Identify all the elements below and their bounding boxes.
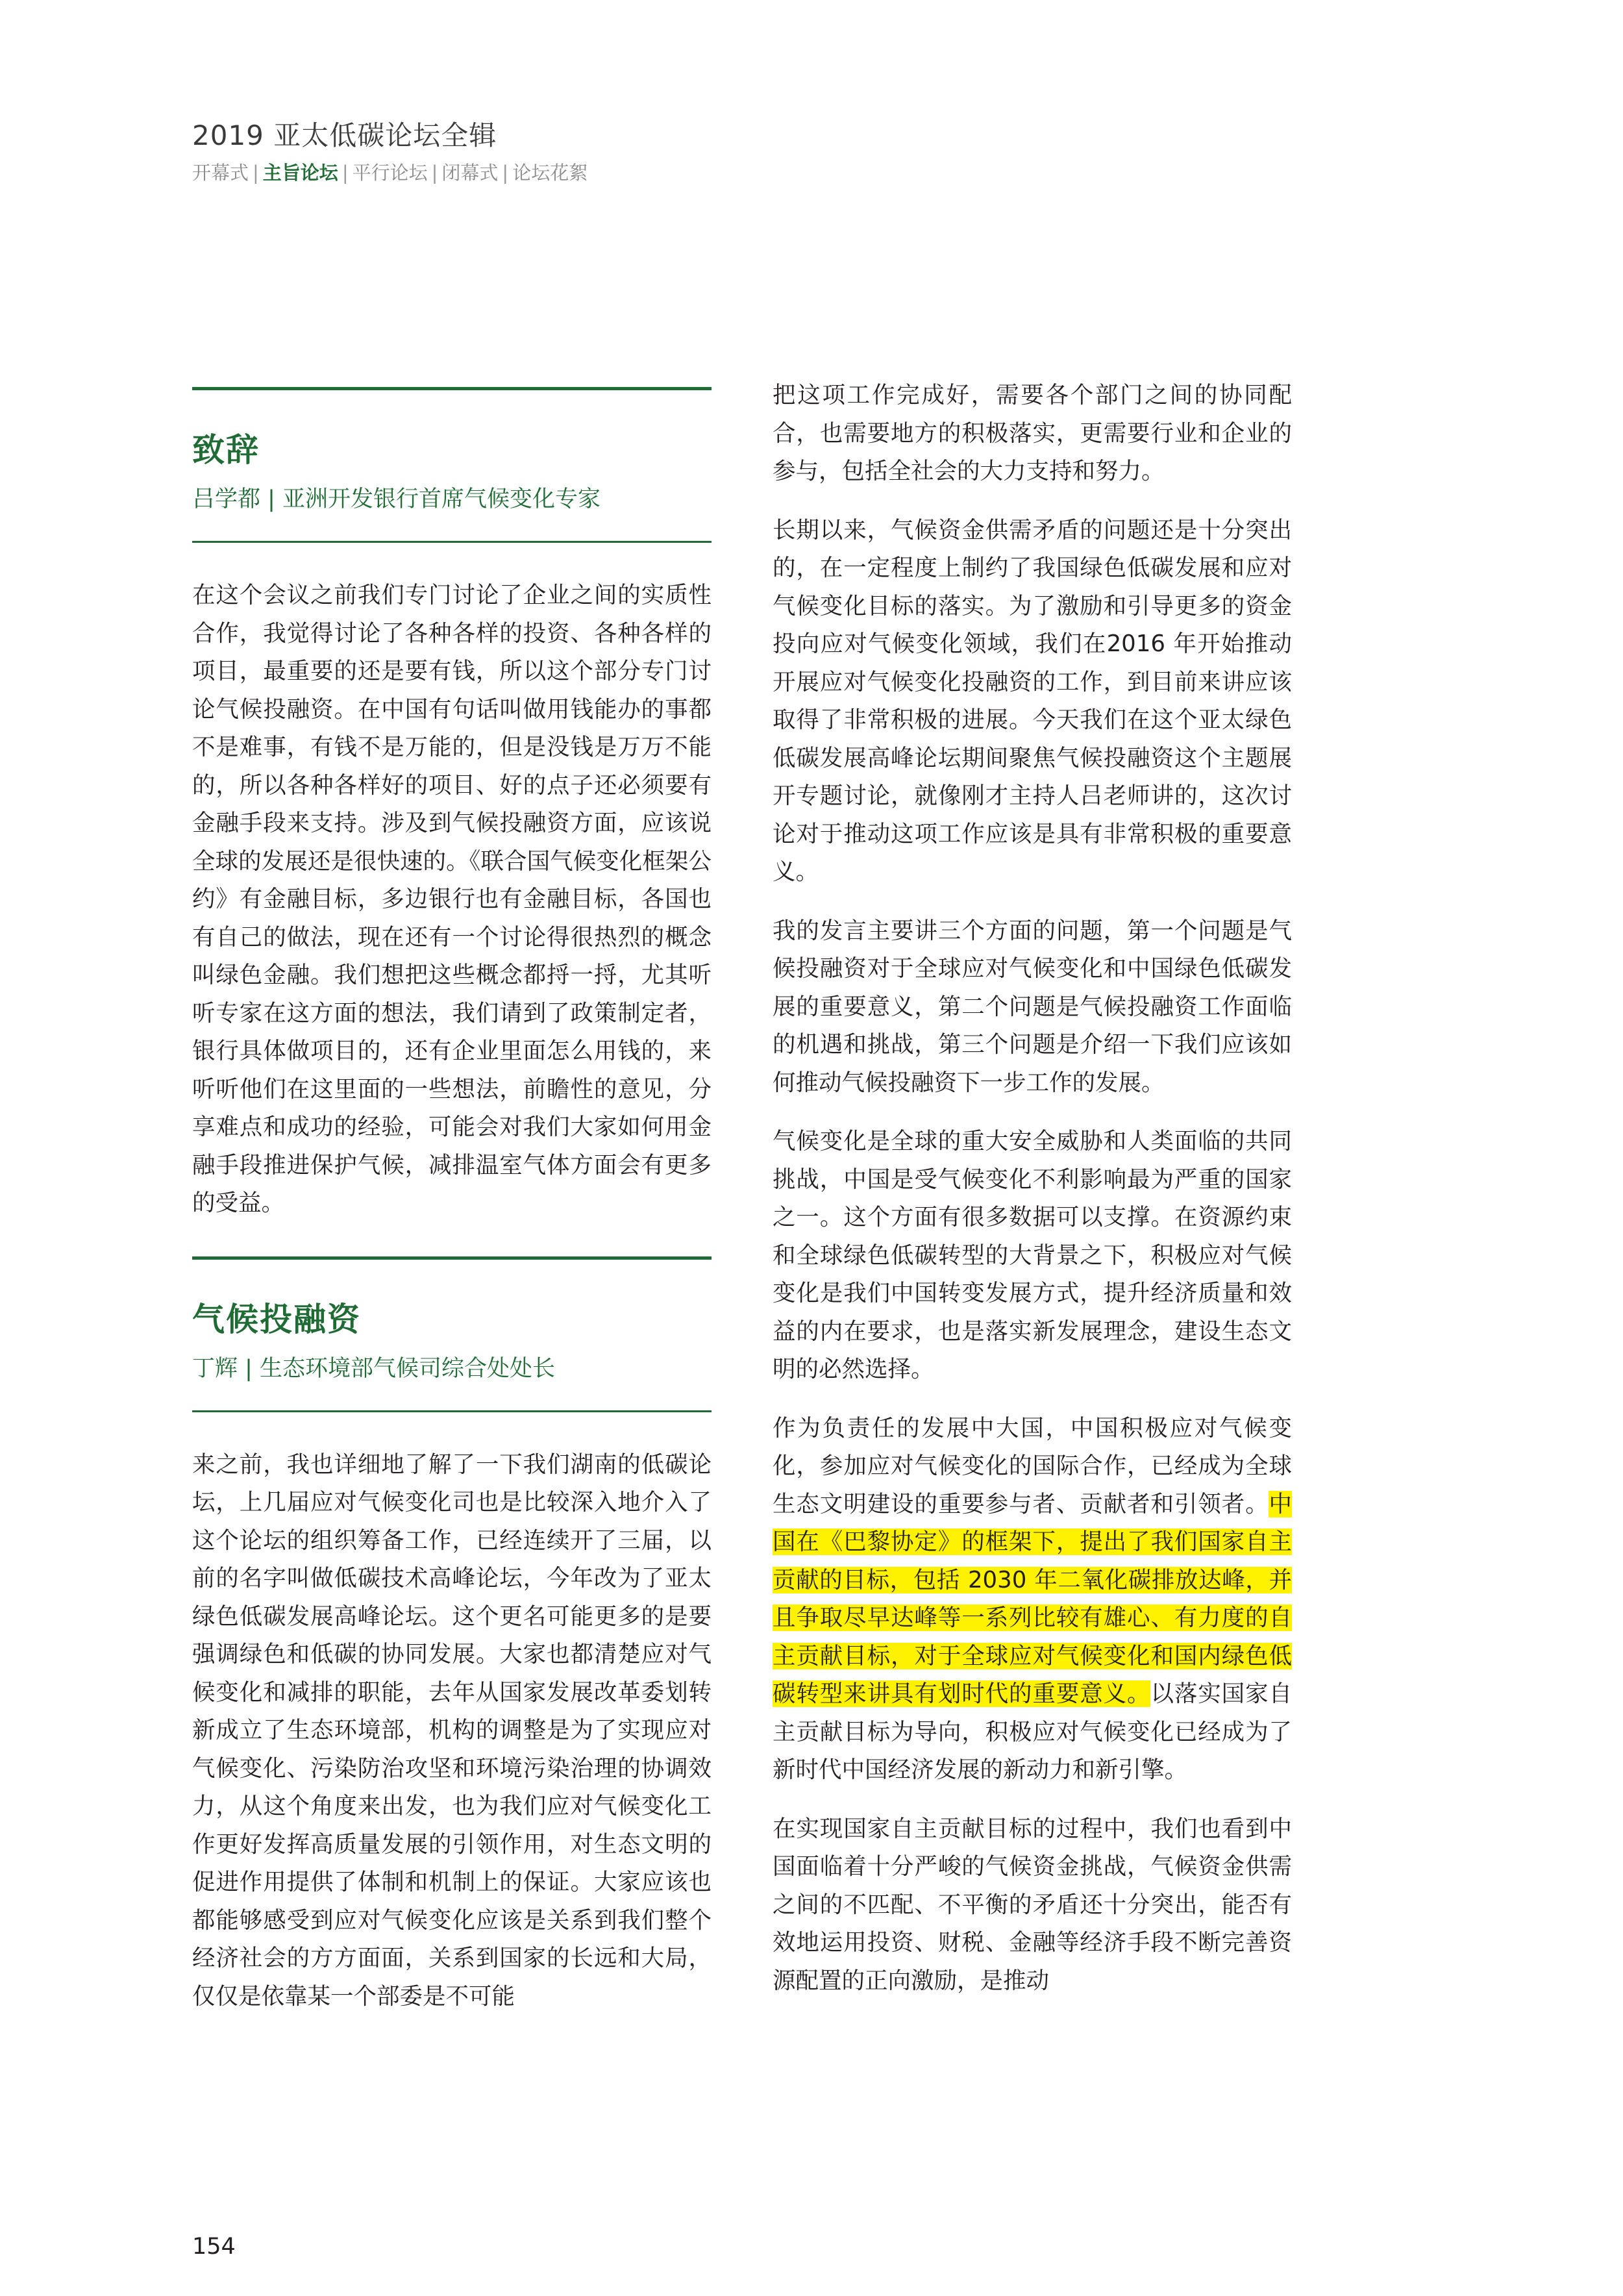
nav-item-opening: 开幕式 bbox=[192, 162, 249, 184]
section-title: 致辞 bbox=[192, 431, 260, 469]
right-column bbox=[773, 377, 1292, 2021]
paragraph-text: 以落实国家自主贡献目标为导向，积极应对气候变化已经成为了新时代中国经济发展的新动力和新引擎。 bbox=[773, 1680, 1292, 1783]
speaker-line: 丁辉 | 生态环境部气候司综合处处长 bbox=[192, 1355, 556, 1382]
paragraph-text: 作为负责任的发展中大国，中国积极应对气候变化，参加应对气候变化的国际合作，已经成为全球生态文明建设的重要参与者、贡献者和引领者。 bbox=[773, 1414, 1292, 1517]
body-paragraph: 把这项工作完成好，需要各个部门之间的协同配合，也需要地方的积极落实，更需要行业和企业的参与，包括全社会的大力支持和努力。 bbox=[773, 382, 1292, 484]
body-paragraph: 长期以来，气候资金供需矛盾的问题还是十分突出的，在一定程度上制约了我国绿色低碳发展和应对气候变化目标的落实。为了激励和引导更多的资金投向应对气候变化领域，我们在2016 年开始推动开展应对气候变化投融资的工作，到目前来讲应该取得了非常积极的进展。今天我们在这个亚太绿色低碳发展高峰论坛期间聚焦气候投融资这个主题展开专题讨论，就像刚才主持人吕老师讲的，这次讨论对于推动这项工作应该是具有非常积极的重要意义。 bbox=[773, 516, 1292, 885]
body-paragraph: 在实现国家自主贡献目标的过程中，我们也看到中国面临着十分严峻的气候资金挑战，气候资金供需之间的不匹配、不平衡的矛盾还十分突出，能否有效地运用投资、财税、金融等经济手段不断完善资源配置的正向激励，是推动 bbox=[773, 1815, 1292, 1994]
speaker-divider bbox=[192, 541, 712, 543]
body-paragraph: 来之前，我也详细地了解了一下我们湖南的低碳论坛，上几届应对气候变化司也是比较深入地介入了这个论坛的组织筹备工作，已经连续开了三届，以前的名字叫做低碳技术高峰论坛，今年改为了亚太绿色低碳发展高峰论坛。这个更名可能更多的是要强调绿色和低碳的协同发展。大家也都清楚应对气候变化和减排的职能，去年从国家发展改革委划转新成立了生态环境部，机构的调整是为了实现应对气候变化、污染防治攻坚和环境污染治理的协调效力，从这个角度来出发，也为我们应对气候变化工作更好发挥高质量发展的引领作用，对生态文明的促进作用提供了体制和机制上的保证。大家应该也都能够感受到应对气候变化应该是关系到我们整个经济社会的方方面面，关系到国家的长远和大局，仅仅是依靠某一个部委是不可能 bbox=[192, 1451, 712, 2010]
nav-item-highlights: 论坛花絮 bbox=[512, 162, 588, 184]
nav-item-closing: 闭幕式 bbox=[441, 162, 499, 184]
body-paragraph-with-highlight bbox=[773, 1410, 1292, 1790]
left-column bbox=[192, 387, 712, 2049]
page-number: 154 bbox=[192, 2234, 236, 2260]
body-paragraph: 我的发言主要讲三个方面的问题，第一个问题是气候投融资对于全球应对气候变化和中国绿色低碳发展的重要意义，第二个问题是气候投融资工作面临的机遇和挑战，第三个问题是介绍一下我们应该如何推动气候投融资下一步工作的发展。 bbox=[773, 917, 1292, 1096]
highlighted-text: 中国在《巴黎协定》的框架下，提出了我们国家自主贡献的目标，包括 2030 年二氧化碳排放达峰，并且争取尽早达峰等一系列比较有雄心、有力度的自主贡献目标，对于全球应对气候变化和国内绿色低碳转型来讲具有划时代的重要意义。 bbox=[773, 1490, 1292, 1707]
section-divider bbox=[192, 387, 712, 390]
section-nav: 开幕式 | 主旨论坛 | 平行论坛 | 闭幕式 | 论坛花絮 bbox=[192, 162, 588, 184]
document-title: 2019 亚太低碳论坛全辑 bbox=[192, 119, 497, 151]
section-divider bbox=[192, 1256, 712, 1260]
speaker-divider bbox=[192, 1410, 712, 1412]
speaker-line: 吕学都 | 亚洲开发银行首席气候变化专家 bbox=[192, 486, 601, 512]
body-paragraph: 在这个会议之前我们专门讨论了企业之间的实质性合作，我觉得讨论了各种各样的投资、各种各样的项目，最重要的还是要有钱，所以这个部分专门讨论气候投融资。在中国有句话叫做用钱能办的事都不是难事，有钱不是万能的，但是没钱是万万不能的，所以各种各样好的项目、好的点子还必须要有金融手段来支持。涉及到气候投融资方面，应该说全球的发展还是很快速的。《联合国气候变化框架公约》有金融目标，多边银行也有金融目标，各国也有自己的做法，现在还有一个讨论得很热烈的概念叫绿色金融。我们想把这些概念都捋一捋，尤其听听专家在这方面的想法，我们请到了政策制定者，银行具体做项目的，还有企业里面怎么用钱的，来听听他们在这里面的一些想法，前瞻性的意见，分享难点和成功的经验，可能会对我们大家如何用金融手段推进保护气候，减排温室气体方面会有更多的受益。 bbox=[192, 582, 712, 1216]
body-paragraph: 气候变化是全球的重大安全威胁和人类面临的共同挑战，中国是受气候变化不利影响最为严重的国家之一。这个方面有很多数据可以支撑。在资源约束和全球绿色低碳转型的大背景之下，积极应对气候变化是我们中国转变发展方式，提升经济质量和效益的内在要求，也是落实新发展理念，建设生态文明的必然选择。 bbox=[773, 1128, 1292, 1382]
nav-item-parallel: 平行论坛 bbox=[352, 162, 428, 184]
nav-item-keynote-active: 主旨论坛 bbox=[262, 162, 338, 184]
section-title: 气候投融资 bbox=[192, 1300, 361, 1338]
